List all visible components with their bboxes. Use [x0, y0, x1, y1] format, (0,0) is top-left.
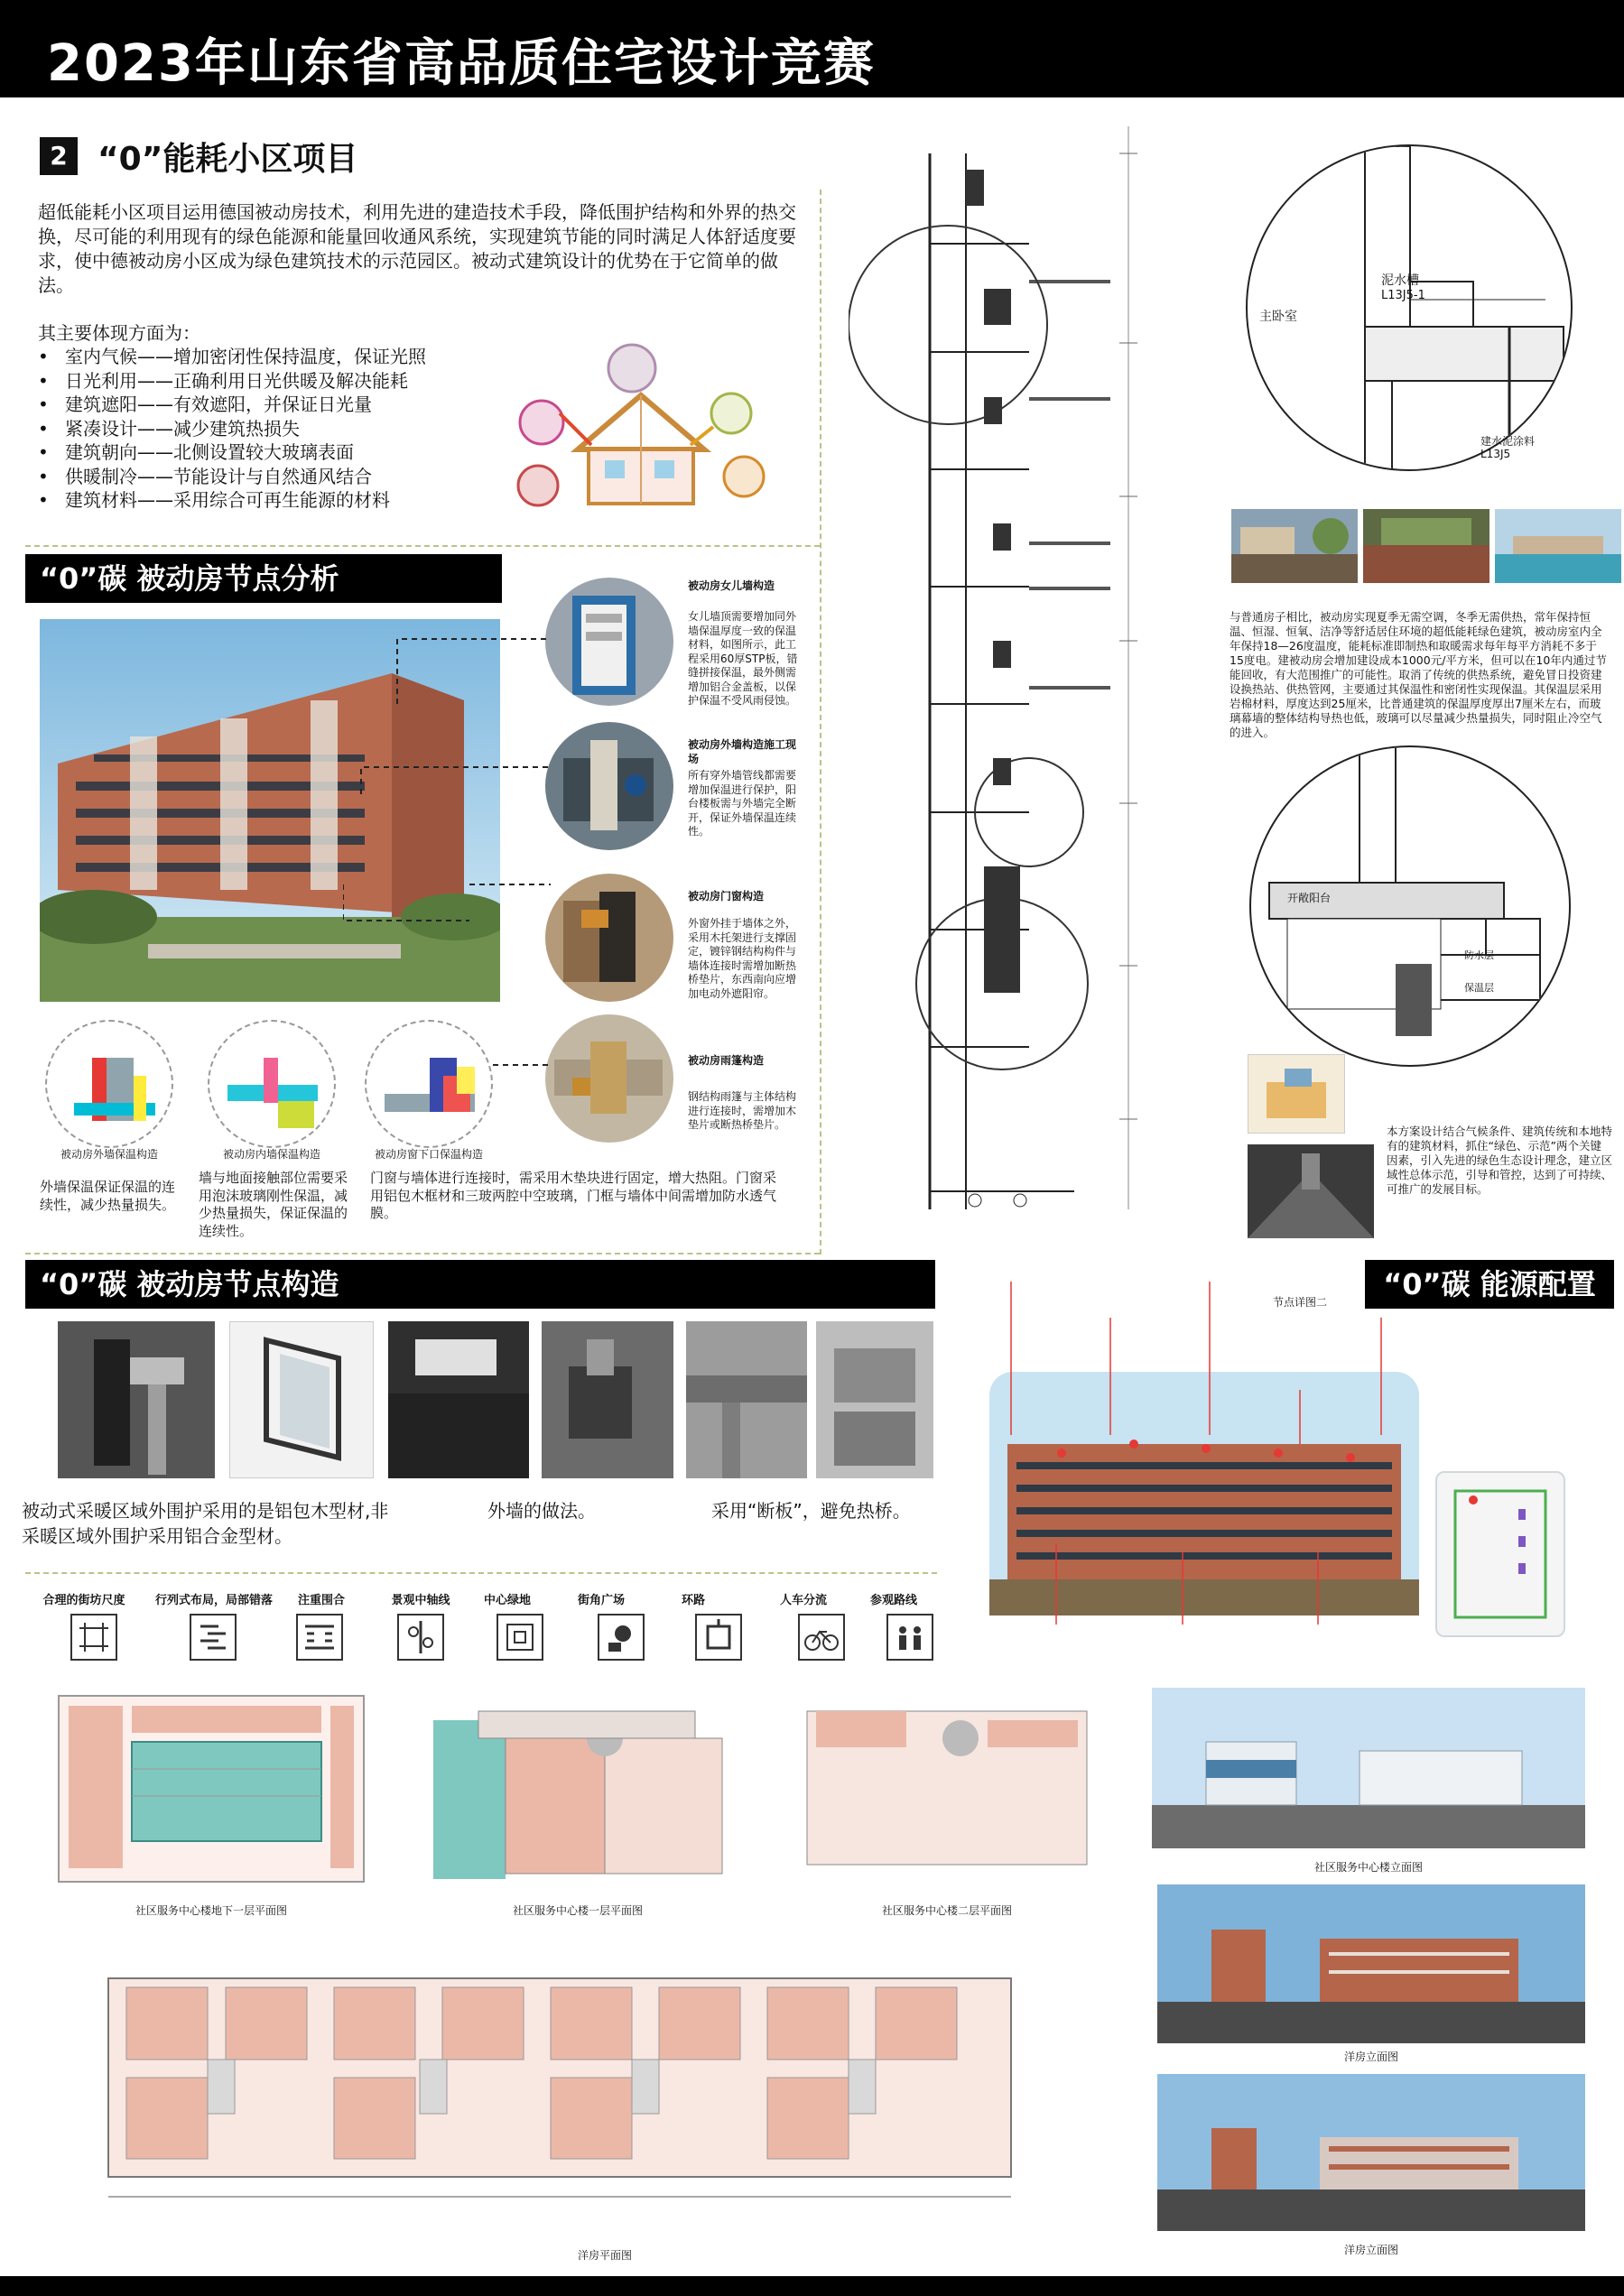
central-green-icon — [496, 1614, 543, 1661]
construction-note: 外墙的做法。 — [487, 1500, 596, 1522]
detail-text: 所有穿外墙管线都需要增加保温进行保护，阳台楼板需与外墙完全断开，保证外墙保温连续性。 — [688, 769, 797, 838]
energy-section-diagram — [1435, 1471, 1565, 1637]
wall-section-drawing — [849, 126, 1210, 1209]
plan-caption: 社区服务中心楼一层平面图 — [512, 1904, 643, 1917]
page-title: 2023年山东省高品质住宅设计竞赛 — [47, 34, 876, 93]
list-item: • 建筑朝向——北侧设置较大玻璃表面 — [38, 440, 426, 465]
detail-text: 女儿墙顶需要增加同外墙保温厚度一致的保温材料，如图所示，此工程采用60厚STP板，错缝拼接保温，最外侧需增加铝合金盖板，以保护保温不受风雨侵蚀。 — [688, 610, 798, 707]
elevation-caption: 社区服务中心楼立面图 — [1313, 1861, 1423, 1874]
room-label: 主卧室 — [1259, 310, 1297, 324]
list-item: • 供暖制冷——节能设计与自然通风结合 — [38, 465, 426, 489]
divider — [25, 1572, 937, 1574]
elevation-caption: 洋房立面图 — [1343, 2051, 1398, 2063]
list-item: • 日光利用——正确利用日光供暖及解决能耗 — [38, 369, 426, 393]
analysis-note: 门窗与墙体进行连接时，需采用木垫块进行固定，增大热阻。门窗采用铝包木框材和三玻两腔中空玻璃，门框与墙体中间需增加防水透气膜。 — [370, 1170, 777, 1221]
construction-note: 采用“断板”，避免热桥。 — [711, 1500, 911, 1522]
row-layout-icon — [190, 1614, 237, 1661]
detail-label: 节点详图二 — [1273, 1296, 1328, 1309]
project-photo — [1495, 509, 1621, 583]
divider — [820, 190, 821, 1254]
detail-title: 被动房雨篷构造 — [688, 1054, 765, 1067]
loop-road-icon — [695, 1614, 742, 1661]
drawing-label: 开敞阳台 — [1287, 892, 1332, 904]
residential-elevation-1 — [1157, 1884, 1585, 2043]
enclosure-icon — [296, 1614, 343, 1661]
project-photo — [1363, 509, 1489, 583]
intro-paragraph: 超低能耗小区项目运用德国被动房技术，利用先进的建造技术手段，降低围护结构和外界的热交换，尽可能的利用现有的绿色能源和能量回收通风系统，实现建筑节能的同时满足人体舒适度要求，使中德被动房小区成为绿色建筑技术的示范园区。被动式建筑设计的优势在于它简单的做法。 — [38, 201, 796, 296]
icon-label: 街角广场 — [577, 1594, 625, 1607]
interior-photo — [1248, 1144, 1374, 1238]
list-item: • 建筑遮阳——有效遮阳，并保证日光量 — [38, 393, 426, 417]
passive-house-concept-diagram — [506, 341, 776, 522]
icon-label: 注重围合 — [297, 1594, 345, 1607]
canopy-detail-photo — [545, 1014, 673, 1143]
planning-icons-row — [42, 1590, 950, 1680]
plan-caption: 社区服务中心楼二层平面图 — [881, 1904, 1012, 1917]
street-scale-icon — [70, 1614, 117, 1661]
diagram-caption: 被动房内墙保温构造 — [222, 1148, 320, 1161]
landscape-axis-icon — [397, 1614, 444, 1661]
corner-plaza-icon — [598, 1614, 645, 1661]
community-center-elevation — [1152, 1688, 1585, 1848]
residential-elevation-2 — [1157, 2074, 1585, 2231]
drawing-label: 建水泥涂料 — [1480, 435, 1536, 448]
wall-detail-photo-1 — [388, 1321, 529, 1478]
icon-label: 合理的街坊尺度 — [42, 1594, 125, 1607]
divider — [25, 1253, 820, 1254]
drawing-label: 防水层 — [1464, 949, 1494, 961]
construction-note: 被动式采暖区域外围护采用的是铝包木型材,非采暖区域外围护采用铝合金型材。 — [22, 1500, 389, 1547]
slab-break-photo-1 — [686, 1321, 807, 1478]
interior-wall-insulation-diagram — [208, 1020, 336, 1148]
diagram-caption: 被动房外墙保温构造 — [60, 1148, 158, 1161]
energy-callout-lines — [1002, 1264, 1426, 1643]
detail-title: 被动房外墙构造施工现场 — [688, 738, 797, 765]
wall-construction-photo — [545, 722, 673, 850]
exterior-wall-insulation-diagram — [45, 1020, 173, 1148]
callout-lines — [343, 614, 560, 1083]
wall-detail-photo-2 — [542, 1321, 673, 1478]
footer-band — [0, 2276, 1624, 2296]
residential-floor-plan — [72, 1960, 1056, 2204]
window-sill-insulation-diagram — [365, 1020, 493, 1148]
drawing-label: 泥水槽 — [1381, 273, 1419, 288]
detail-text: 钢结构雨篷与主体结构进行连接时，需增加木垫片或断热桥垫片。 — [688, 1090, 797, 1131]
list-item: • 紧凑设计——减少建筑热损失 — [38, 417, 426, 441]
node-analysis-heading: “0”碳 被动房节点分析 — [25, 554, 502, 603]
plan-caption: 洋房平面图 — [577, 2249, 632, 2262]
icon-label: 中心绿地 — [483, 1594, 531, 1607]
analysis-note: 外墙保温保证保温的连续性，减少热量损失。 — [40, 1179, 176, 1213]
visit-route-icon — [886, 1614, 933, 1661]
list-item: • 建筑材料——采用综合可再生能源的材料 — [38, 488, 426, 513]
section-title: “0”能耗小区项目 — [97, 141, 358, 178]
drawing-label: L13J5 — [1480, 448, 1511, 460]
detail-title: 被动房门窗构造 — [688, 890, 765, 903]
window-profile-photo — [58, 1321, 215, 1478]
design-summary: 本方案设计结合气候条件、建筑传统和本地特有的建筑材料，抓住“绿色、示范”两个关键因素，引入先进的绿色生态设计理念，建立区域性总体示范，引导和管控，达到了可持续、可推广的发展目标。 — [1387, 1125, 1613, 1196]
drawing-label: 保温层 — [1464, 982, 1494, 994]
elevation-caption: 洋房立面图 — [1343, 2244, 1398, 2256]
bicycle-icon — [798, 1614, 845, 1661]
icon-label: 环路 — [681, 1594, 705, 1607]
intro-list-title: 其主要体现方面为： — [38, 322, 200, 344]
detail-title: 被动房女儿墙构造 — [688, 579, 775, 592]
first-floor-plan — [424, 1702, 731, 1879]
drawing-label: L13J5-1 — [1381, 289, 1425, 302]
slab-break-photo-2 — [816, 1321, 933, 1478]
icon-label: 行列式布局，局部错落 — [154, 1594, 273, 1607]
icon-label: 景观中轴线 — [391, 1594, 450, 1607]
energy-heading: “0”碳 能源配置 — [1365, 1260, 1614, 1309]
passive-house-description: 与普通房子相比，被动房实现夏季无需空调，冬季无需供热，常年保持恒温、恒湿、恒氧、洁净等舒适居住环境的超低能耗绿色建筑，被动房室内全年保持18—26度温度，能耗标准即制热和取暖需求每年每平方消耗不多于15度电。建被动房会增加建设成本1000元/平方米，但可以在10年内通过节能回收，有大范围推广的可能性。取消了传统的供热系统，避免冒日投资建设换热站、供热管网，主要通过其保温性和密闭性实现保温。其保温层采用岩棉材料，厚度达到25厘米，比普通建筑的保温厚度厚出7厘米左右，而玻璃幕墙的整体结构导热也低，玻璃可以尽量减少热量损失，同时阻止冷空气的进入。 — [1230, 610, 1607, 739]
detail-text: 外窗外挂于墙体之外，采用木托架进行支撑固定，镀锌钢结构构件与墙体连接时需增加断热桥垫片，东西南向应增加电动外遮阳帘。 — [688, 917, 797, 1000]
node-construction-heading: “0”碳 被动房节点构造 — [25, 1260, 935, 1309]
divider — [25, 545, 820, 547]
plan-caption: 社区服务中心楼地下一层平面图 — [135, 1904, 287, 1917]
second-floor-plan — [798, 1702, 1096, 1874]
diagram-caption: 被动房窗下口保温构造 — [374, 1148, 483, 1161]
window-detail-photo — [545, 874, 673, 1002]
icon-label: 人车分流 — [779, 1594, 827, 1607]
window-frame-photo — [229, 1321, 374, 1478]
enlarged-detail-2 — [1249, 745, 1571, 1067]
analysis-note: 墙与地面接触部位需要采用泡沫玻璃刚性保温，减少热量损失，保证保温的连续性。 — [199, 1170, 348, 1239]
intro-bullet-list — [38, 345, 426, 513]
parapet-detail-photo — [545, 578, 673, 706]
section-number: 2 — [40, 137, 78, 175]
section-sketch — [1248, 1054, 1345, 1134]
basement-floor-plan — [58, 1695, 365, 1883]
project-photo — [1231, 509, 1358, 583]
icon-label: 参观路线 — [869, 1594, 917, 1607]
list-item: • 室内气候——增加密闭性保持温度，保证光照 — [38, 345, 426, 369]
